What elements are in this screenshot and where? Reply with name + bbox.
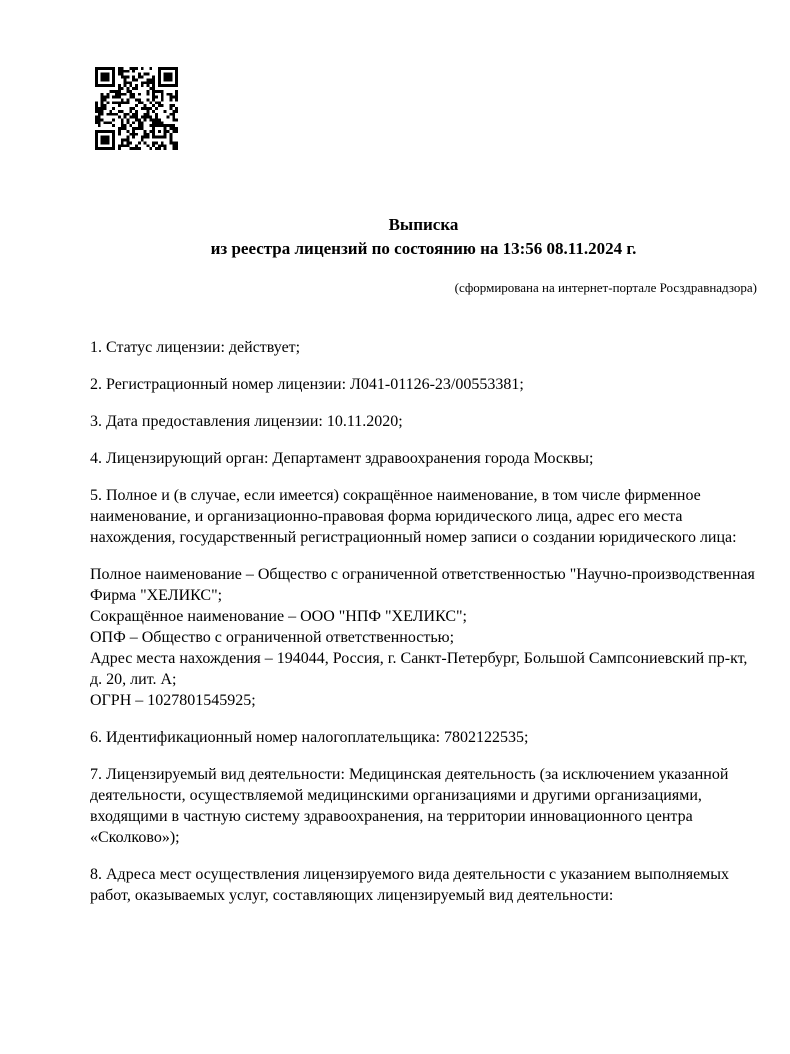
- org-short-name: Сокращённое наименование – ООО "НПФ "ХЕЛИКС";: [90, 608, 467, 625]
- document-title: [90, 213, 757, 261]
- item-grant-date: 3. Дата предоставления лицензии: 10.11.2020;: [90, 413, 403, 430]
- org-ogrn: ОГРН – 1027801545925;: [90, 692, 256, 709]
- item-licensed-activity: 7. Лицензируемый вид деятельности: Медицинская деятельность (за исключением указанной деятельности, осуществляемой медицинскими организациями и другими организациями, входящими в частную систему здравоохранения, на территории инновационного центра «Сколково»);: [90, 766, 729, 846]
- item-registration-number: 2. Регистрационный номер лицензии: Л041-01126-23/00553381;: [90, 376, 524, 393]
- document-body: [90, 337, 757, 906]
- qr-code-icon: [95, 67, 178, 150]
- item-licensing-authority: 4. Лицензирующий орган: Департамент здравоохранения города Москвы;: [90, 450, 594, 467]
- formed-on-portal-note: (сформирована на интернет-портале Росздравнадзора): [454, 280, 757, 295]
- org-legal-form: ОПФ – Общество с ограниченной ответственностью;: [90, 629, 455, 646]
- document-title-line1: Выписка: [388, 215, 459, 234]
- item-license-status: 1. Статус лицензии: действует;: [90, 339, 301, 356]
- org-full-name: Полное наименование – Общество с ограниченной ответственностью "Научно-производственная Фирма "ХЕЛИКС";: [90, 566, 755, 604]
- org-address: Адрес места нахождения – 194044, Россия, г. Санкт-Петербург, Большой Сампсониевский пр-кт, д. 20, лит. А;: [90, 650, 748, 688]
- item-legal-entity-heading: 5. Полное и (в случае, если имеется) сокращённое наименование, в том числе фирменное наименование, и организационно-правовая форма юридического лица, адрес его места нахождения, государственный регистрационный номер записи о создании юридического лица:: [90, 487, 737, 546]
- item-activity-addresses: 8. Адреса мест осуществления лицензируемого вида деятельности с указанием выполняемых работ, оказываемых услуг, составляющих лицензируемый вид деятельности:: [90, 866, 730, 904]
- document-title-line2: из реестра лицензий по состоянию на 13:56 08.11.2024 г.: [210, 239, 637, 258]
- item-taxpayer-number: 6. Идентификационный номер налогоплательщика: 7802122535;: [90, 729, 529, 746]
- organization-details: [90, 564, 757, 711]
